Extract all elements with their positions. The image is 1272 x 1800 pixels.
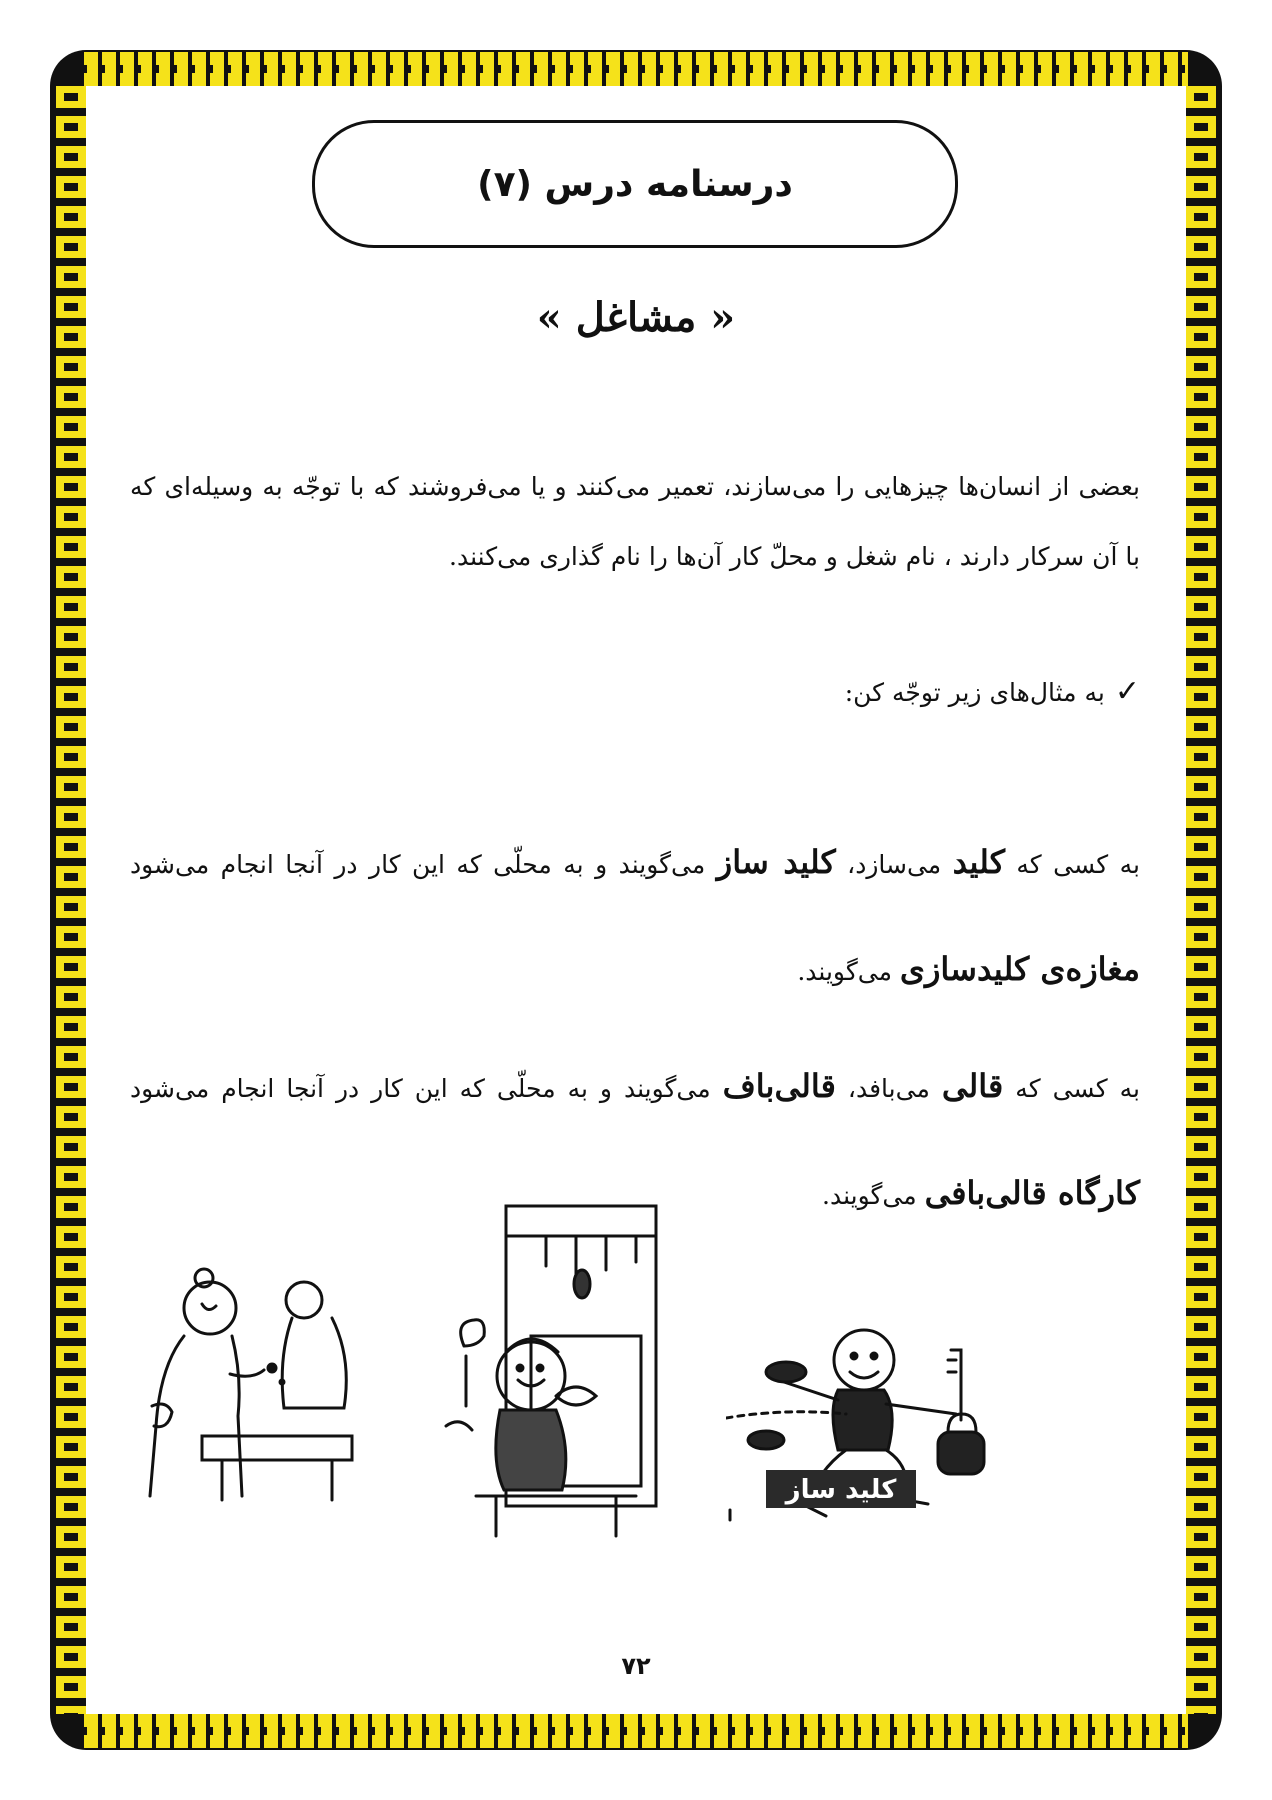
example-keyword: مغازه‌ی کلیدسازی: [899, 950, 1140, 988]
decorative-border-left: [56, 86, 86, 1714]
example-text: می‌گویند و به محلّی که این کار در آنجا انجام می‌شود: [130, 850, 706, 879]
example-text: می‌گویند.: [797, 957, 892, 986]
illustration-caption: کلید ساز: [785, 1475, 897, 1505]
example-text: می‌گویند و به محلّی که این کار در آنجا انجام می‌شود: [130, 1074, 711, 1103]
example-locksmith: [130, 810, 1140, 1024]
instruction-text: به مثال‌های زیر توجّه کن:: [844, 678, 1105, 707]
example-text: می‌بافد،: [847, 1074, 930, 1103]
doctor-illustration: [132, 1256, 362, 1506]
example-keyword: کارگاه قالی‌بافی: [924, 1174, 1140, 1212]
page-title: درسنامه درس (۷): [477, 163, 793, 205]
instruction-line: [130, 674, 1140, 709]
page-number: ۷۲: [621, 1652, 651, 1680]
intro-paragraph: بعضی از انسان‌ها چیزهایی را می‌سازند، تعمیر می‌کنند و یا می‌فروشند که با توجّه به وسیله‌ای که با آن سرکار دارند ، نام شغل و محلّ کار آن‌ها را نام گذاری می‌کنند.: [130, 472, 1140, 571]
example-text: به کسی که: [1016, 850, 1140, 879]
carpet-weaver-illustration: [436, 1196, 666, 1546]
checkmark-icon: ✓: [1114, 674, 1140, 709]
locksmith-illustration: [726, 1320, 996, 1535]
illustrations: [86, 1196, 1186, 1556]
page-content: [86, 86, 1186, 1714]
decorative-border-right: [1186, 86, 1216, 1714]
example-keyword: کلید ساز: [716, 843, 836, 881]
lesson-subtitle: « مشاغل »: [536, 294, 736, 341]
example-text: می‌سازد،: [847, 850, 942, 879]
example-keyword: قالی: [941, 1067, 1004, 1105]
decorative-border-bottom: [84, 1714, 1188, 1748]
example-keyword: قالی‌باف: [722, 1067, 836, 1105]
example-text: به کسی که: [1015, 1074, 1140, 1103]
title-box: [312, 120, 958, 248]
example-keyword: کلید: [952, 843, 1005, 881]
decorative-border-top: [84, 52, 1188, 86]
example-text: می‌گویند.: [822, 1181, 917, 1210]
